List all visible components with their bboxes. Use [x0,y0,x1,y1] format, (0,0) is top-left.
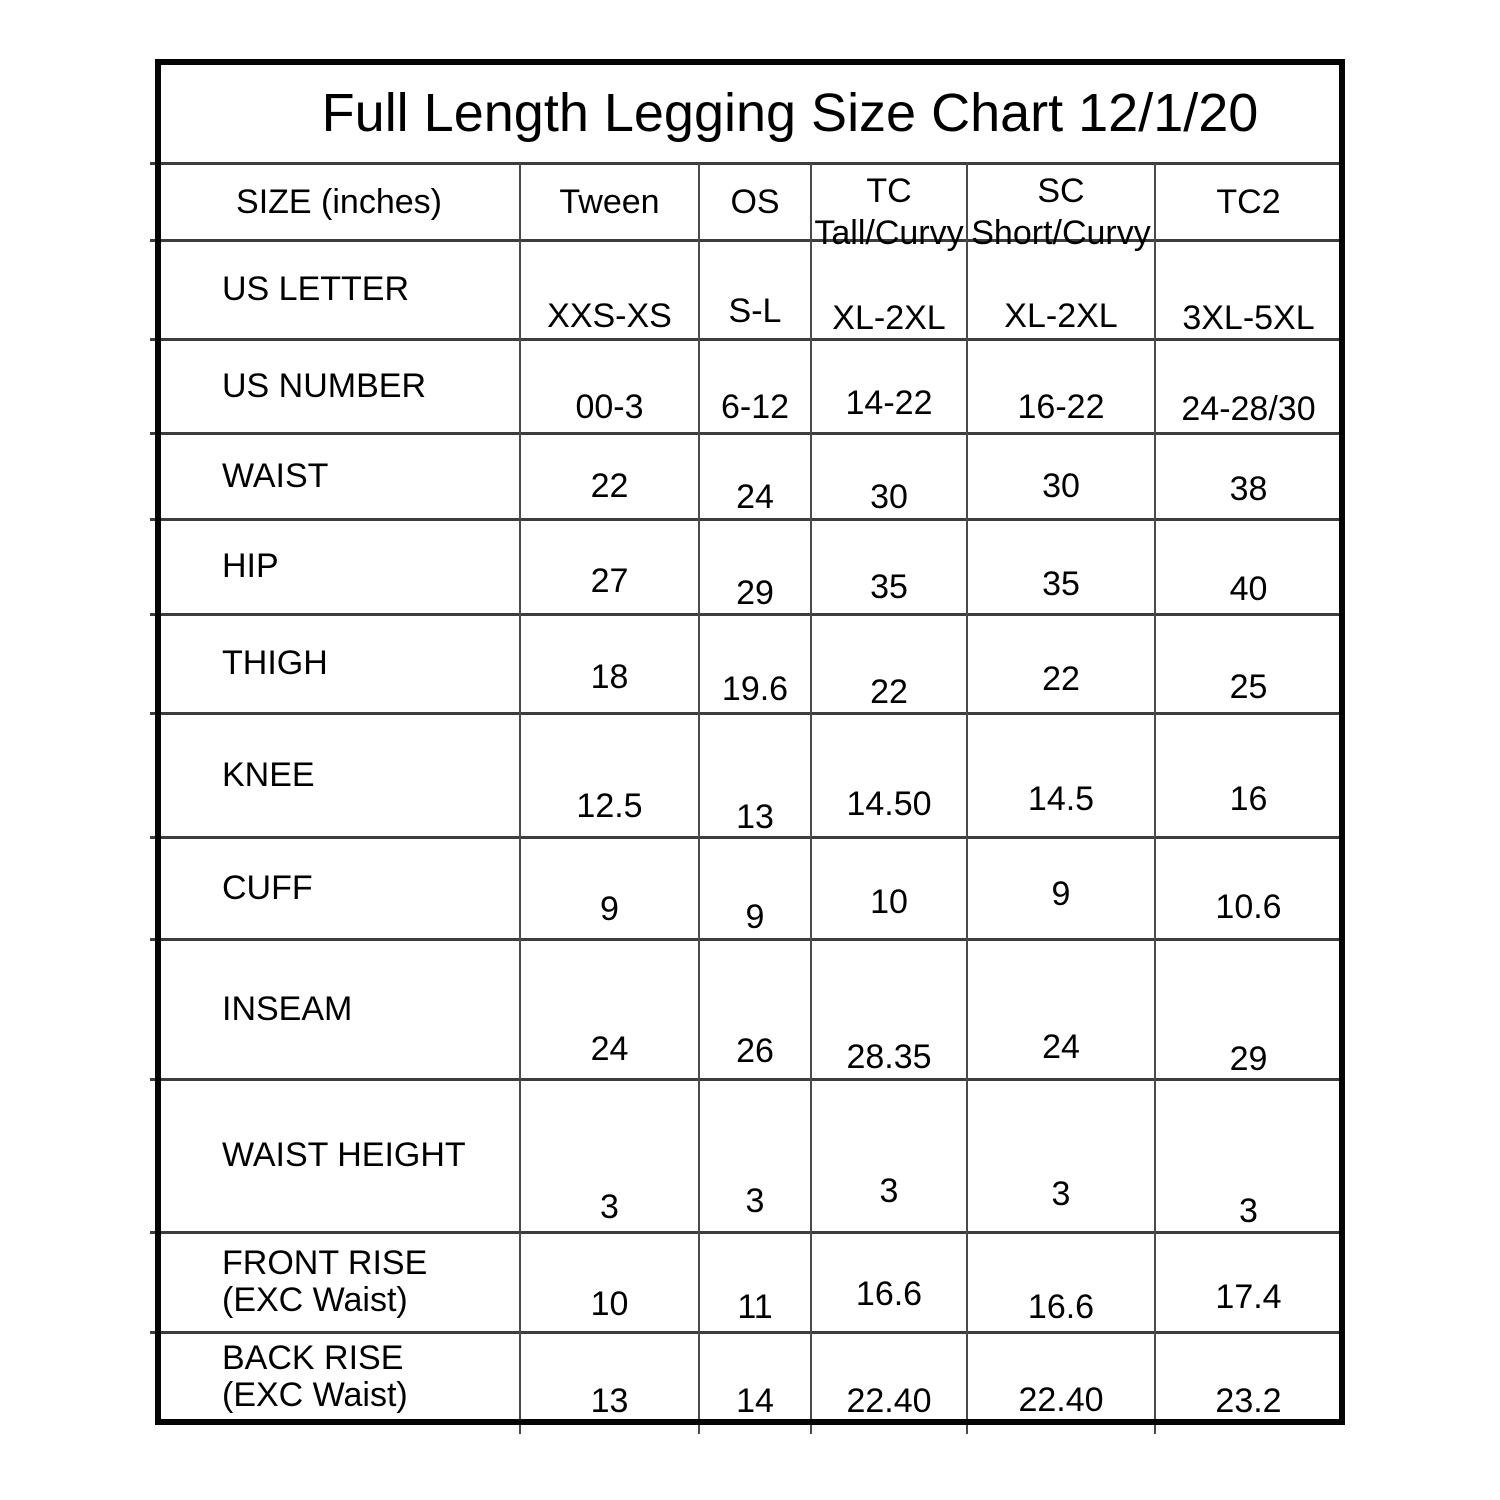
cell-value: 17.4 [1215,1278,1282,1316]
cell-value: XL-2XL [1004,297,1118,335]
cell-value: 3 [879,1172,899,1210]
column-header-line2: Tall/Curvy [814,213,964,252]
cell-value: 16-22 [1017,388,1105,426]
row-label-text: US LETTER [222,270,410,308]
cell-value: 9 [600,890,619,928]
column-header-line1: TC [866,171,912,210]
cell-value: 3 [1051,1175,1071,1213]
row-label [158,1079,520,1232]
cell-value: 13 [590,1382,629,1420]
row-label [158,713,520,837]
row-label-text: HIP [222,547,279,585]
cell-value: 23.2 [1215,1382,1282,1420]
row-label [158,837,520,939]
header-cell-size: SIZE (inches) [236,182,442,221]
cell-value: 27 [590,562,629,600]
cell-value: 14.5 [1027,780,1095,818]
cell-value: 3XL-5XL [1182,299,1315,337]
row-label-text: US NUMBER [222,366,427,405]
cell-value: 22 [870,673,908,711]
row-label-text: WAIST [222,456,329,495]
row-label-text: WAIST HEIGHT [222,1136,466,1174]
cell-value: 22 [1042,660,1080,698]
row-label-text: KNEE [222,755,315,794]
row-label [158,1332,520,1422]
cell-value: 38 [1229,470,1268,508]
cell-value: 22.40 [846,1382,932,1420]
chart-title: Full Length Legging Size Chart 12/1/20 [321,82,1259,143]
cell-value: 24 [590,1030,629,1068]
row-label [158,939,520,1079]
column-header [967,173,1155,250]
cell-value: 16.6 [1027,1288,1095,1326]
cell-value: 10.6 [1215,888,1282,926]
column-header-line1: TC2 [1216,182,1281,221]
cell-value: 14.50 [846,785,932,823]
cell-value: 12.5 [576,787,643,825]
cell-value: 9 [1051,875,1071,913]
cell-value: XL-2XL [832,299,946,337]
row-label [158,339,520,433]
column-header-line1: OS [730,182,780,221]
cell-value: 24 [736,478,774,516]
row-label [158,519,520,614]
column-header-line1: Tween [559,182,660,221]
cell-value: 29 [736,574,774,612]
column-header [1155,163,1342,240]
cell-value: 40 [1229,570,1268,608]
row-label [158,240,520,339]
cell-value: 6-12 [720,388,790,426]
cell-value: 3 [1239,1192,1258,1230]
row-label [158,1232,520,1332]
cell-value: 30 [870,478,908,516]
cell-value: 11 [737,1288,773,1326]
cell-value: 00-3 [575,388,644,426]
row-label-text: FRONT RISE [222,1244,428,1282]
cell-value: 14-22 [845,384,933,422]
row-label-subtext: (EXC Waist) [222,1281,408,1319]
row-label-text: BACK RISE [222,1339,404,1377]
cell-value: 26 [736,1032,774,1070]
cell-value: 29 [1229,1040,1268,1078]
row-label [158,433,520,519]
cell-value: 25 [1229,668,1268,706]
row-label-subtext: (EXC Waist) [222,1376,408,1414]
column-header-line2: Short/Curvy [971,213,1151,252]
cell-value: 3 [600,1188,619,1226]
row-label [158,614,520,713]
column-header [811,173,967,250]
cell-value: 16 [1229,780,1268,818]
cell-value: 13 [736,798,774,836]
cell-value: 9 [745,898,765,936]
cell-value: 24-28/30 [1181,390,1316,428]
cell-value: 10 [870,883,908,921]
cell-value: 3 [745,1182,765,1220]
cell-value: 30 [1042,467,1080,505]
cell-value: S-L [728,292,782,330]
cell-value: 24 [1042,1028,1080,1066]
column-header [699,163,811,240]
cell-value: 28.35 [846,1038,932,1076]
cell-value: 16.6 [855,1275,923,1313]
row-label-text: CUFF [222,868,313,907]
row-label-text: THIGH [222,644,328,682]
cell-value: 10 [590,1285,629,1323]
cell-value: 35 [870,568,908,606]
column-header-line1: SC [1037,171,1085,210]
column-header [520,163,699,240]
cell-value: 35 [1042,565,1080,603]
cell-value: 18 [590,658,629,696]
cell-value: 22 [590,467,629,505]
cell-value: 22.40 [1018,1381,1104,1419]
cell-value: 19.6 [721,670,789,708]
row-label-text: INSEAM [222,989,353,1028]
cell-value: XXS-XS [547,297,672,335]
cell-value: 14 [736,1382,774,1420]
